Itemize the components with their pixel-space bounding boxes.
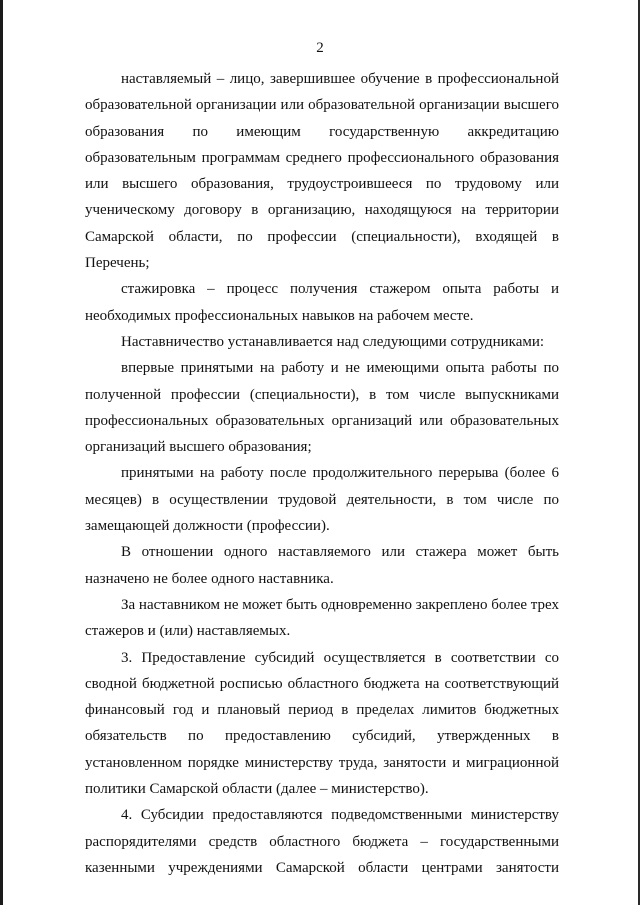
paragraph-first-hired: впервые принятыми на работу и не имеющими опыта работы по полученной профессии (специальности), в том числе выпускниками профессиональных образовательных организаций или образовательных организаций высшего образования; [85, 360, 559, 456]
paragraph-after-break: принятыми на работу после продолжительного перерыва (более 6 месяцев) в осуществлении трудовой деятельности, в том числе по замещающей должности (профессии). [85, 465, 559, 535]
paragraph-one-mentor: В отношении одного наставляемого или стажера может быть назначено не более одного наставника. [85, 544, 559, 587]
paragraph-mentoring-scope: Наставничество устанавливается над следующими сотрудниками: [121, 333, 545, 350]
scan-edge-left [0, 0, 3, 905]
paragraph-internship-definition: стажировка – процесс получения стажером опыта работы и необходимых профессиональных навыков на рабочем месте. [85, 281, 559, 324]
paragraph-mentee-definition: наставляемый – лицо, завершившее обучение в профессиональной образовательной организации или образовательной организации высшего образования по имеющим государственную аккредитацию образовательным программам среднего профессионального образования или высшего образования, трудоустроившееся по трудовому или ученическому договору в организацию, находящуюся на территории Самарской области, по профессии (специальности), входящей в Перечень; [85, 71, 559, 272]
page-number: 2 [316, 40, 324, 56]
document-body [85, 66, 559, 881]
paragraph-mentor-limit: За наставником не может быть одновременно закреплено более трех стажеров и (или) наставляемых. [85, 596, 559, 640]
paragraph-clause-4: 4. Субсидии предоставляются подведомственными министерству распорядителями средств областного бюджета – государственными казенными учреждениями Самарской области центрами занятости [85, 807, 559, 876]
paragraph-clause-3: 3. Предоставление субсидий осуществляется в соответствии со сводной бюджетной росписью областного бюджета на соответствующий финансовый год и плановый период в пределах лимитов бюджетных обязательств по предоставлению субсидий, утвержденных в установленном порядке министерству труда, занятости и миграционной политики Самарской области (далее – министерство). [85, 649, 559, 798]
